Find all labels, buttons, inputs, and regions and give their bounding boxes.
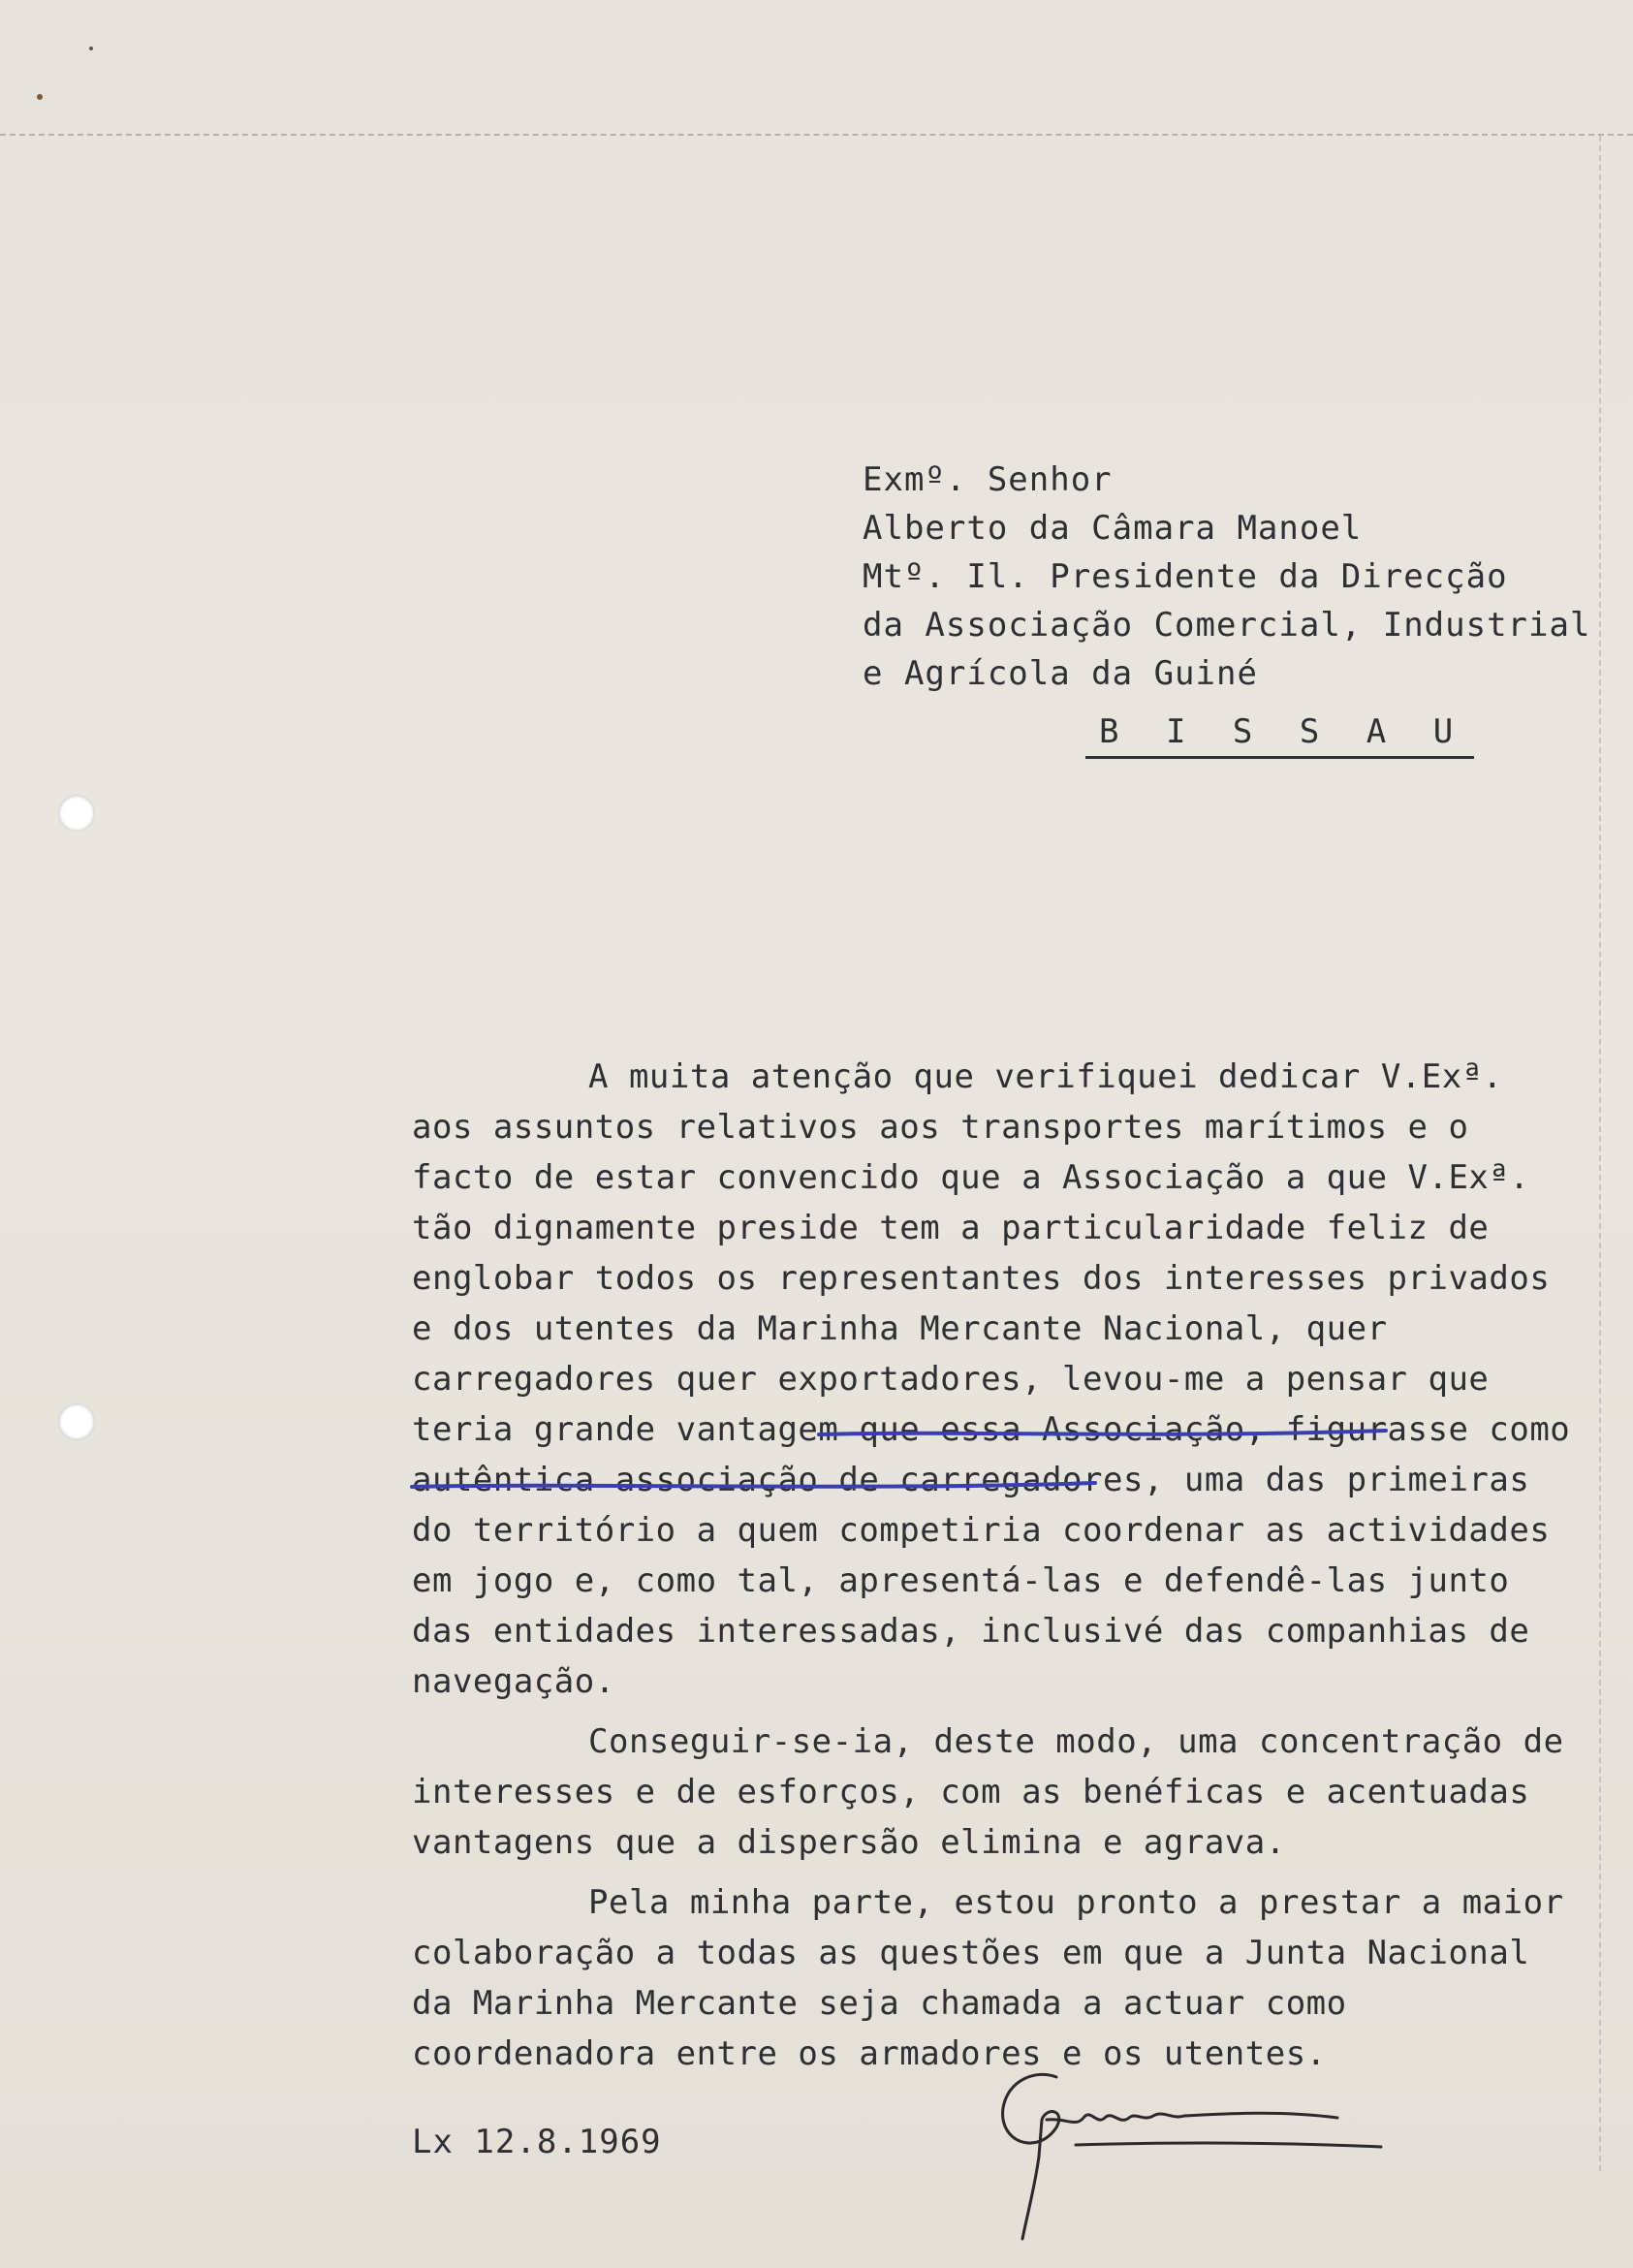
paragraph: Pela minha parte, estou pronto a prestar a maior colaboração a todas as questões em que a Junta Nacional da Marinha Mercante seja chamada a actuar como coordenadora entre os armadores e os utentes.	[412, 1883, 1564, 2073]
recipient-city: B I S S A U	[1085, 708, 1474, 759]
recipient-organization-cont: e Agrícola da Guiné	[863, 654, 1258, 693]
recipient-name: Alberto da Câmara Manoel	[863, 509, 1363, 548]
salutation: Exmº. Senhor	[863, 460, 1113, 499]
recipient-title: Mtº. Il. Presidente da Direcção	[863, 557, 1508, 596]
recipient-organization: da Associação Comercial, Industrial	[863, 606, 1591, 645]
letter-date: Lx 12.8.1969	[412, 2123, 662, 2161]
handwritten-signature	[930, 2050, 1386, 2244]
paragraph: Conseguir-se-ia, deste modo, uma concentração de interesses e de esforços, com as benéficas e acentuadas vantagens que a dispersão elimina e agrava.	[412, 1722, 1564, 1862]
paragraph: A muita atenção que verifiquei dedicar V.Exª. aos assuntos relativos aos transportes marítimos e o facto de estar convencido que a Associação a que V.Exª. tão dignamente preside tem a particularidade feliz de englobar todos os representantes dos interesses privados e dos utentes da Marinha Mercante Nacional, quer carregadores quer exportadores, levou-me a pensar que teria grande vantagem que essa Associação, figurasse como autêntica associação de carregadores, uma das primeiras do território a quem competiria coordenar as actividades em jogo e, como tal, apresentá-las e defendê-las junto das entidades interessadas, inclusivé das companhias de navegação.	[412, 1057, 1571, 1701]
